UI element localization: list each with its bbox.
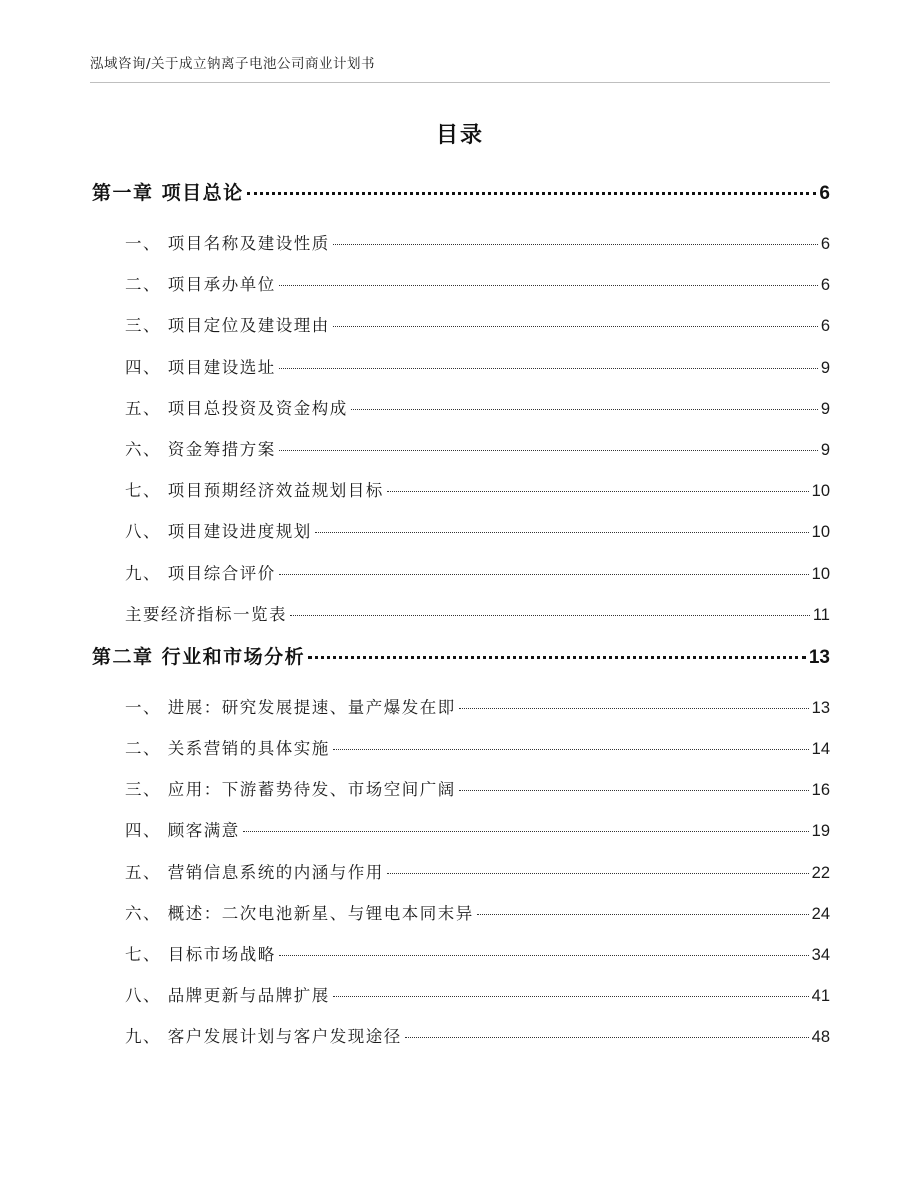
toc-page-number: 13: [808, 646, 830, 668]
toc-section[interactable]: [92, 900, 830, 941]
toc-page-number: 6: [820, 276, 830, 295]
toc-page-number: 19: [811, 822, 830, 841]
toc-section-label: 六、 概述：二次电池新星、与锂电本同末异: [125, 903, 474, 923]
toc-section[interactable]: [92, 354, 830, 395]
toc-section-label: 二、 关系营销的具体实施: [125, 739, 330, 759]
toc-section-label: 五、 项目总投资及资金构成: [125, 398, 348, 418]
dot-leader: [290, 615, 810, 616]
toc-section[interactable]: [92, 1023, 830, 1064]
toc-chapter-2[interactable]: [92, 642, 830, 683]
dot-leader: [315, 532, 809, 533]
toc-section[interactable]: [92, 436, 830, 477]
dot-leader: [333, 996, 809, 997]
toc-section[interactable]: [92, 982, 830, 1023]
toc-section[interactable]: [92, 560, 830, 601]
dot-leader: [459, 708, 809, 709]
toc-chapter-1[interactable]: [92, 178, 830, 219]
toc-section-label: 四、 项目建设选址: [125, 357, 276, 377]
toc-page-number: 16: [811, 781, 830, 800]
toc-section[interactable]: [92, 859, 830, 900]
toc-section[interactable]: [92, 601, 830, 642]
toc-page-number: 22: [811, 863, 830, 882]
dot-leader: [279, 285, 818, 286]
toc-page-number: 9: [820, 399, 830, 418]
toc-page-number: 6: [819, 183, 830, 204]
dot-leader: [279, 450, 818, 451]
toc-section[interactable]: [92, 735, 830, 776]
toc-section-label: 九、 项目综合评价: [125, 563, 276, 583]
toc-section-label: 五、 营销信息系统的内涵与作用: [125, 862, 384, 882]
dot-leader: [459, 790, 809, 791]
toc-section-label: 二、 项目承办单位: [125, 275, 276, 295]
toc-page-number: 10: [811, 564, 830, 583]
header-divider: [90, 82, 830, 83]
toc-page-number: 6: [820, 235, 830, 253]
toc-section[interactable]: [92, 477, 830, 518]
table-of-contents: [92, 178, 830, 1065]
toc-section-label: 一、 进展：研究发展提速、量产爆发在即: [125, 697, 456, 717]
toc-section[interactable]: [92, 694, 830, 735]
toc-page-number: 24: [811, 904, 830, 923]
dot-leader: [387, 491, 809, 492]
toc-section-label: 八、 品牌更新与品牌扩展: [125, 986, 330, 1006]
dot-leader: [279, 955, 809, 956]
toc-section-label: 三、 项目定位及建设理由: [125, 316, 330, 336]
toc-page-number: 34: [811, 946, 830, 964]
dot-leader: [247, 192, 817, 195]
toc-section[interactable]: [92, 817, 830, 858]
toc-page-number: 41: [811, 987, 830, 1006]
dot-leader: [477, 914, 809, 915]
toc-section-label: 七、 目标市场战略: [125, 945, 276, 964]
dot-leader: [351, 409, 818, 410]
toc-section[interactable]: [92, 776, 830, 817]
dot-leader: [333, 244, 818, 245]
dot-leader: [333, 326, 818, 327]
dot-leader: [243, 831, 809, 832]
toc-section-label: 三、 应用：下游蓄势待发、市场空间广阔: [125, 780, 456, 800]
toc-section[interactable]: [92, 518, 830, 559]
dot-leader: [308, 656, 806, 659]
toc-section-label: 主要经济指标一览表: [125, 604, 287, 624]
toc-page-number: 11: [812, 605, 830, 624]
toc-section-label: 四、 顾客满意: [125, 821, 240, 841]
toc-section-label: 七、 项目预期经济效益规划目标: [125, 481, 384, 501]
toc-section[interactable]: [92, 941, 830, 982]
toc-page-number: 6: [820, 317, 830, 336]
toc-page-number: 9: [820, 358, 830, 377]
toc-section-label: 八、 项目建设进度规划: [125, 522, 312, 542]
toc-section[interactable]: [92, 230, 830, 271]
toc-page-number: 10: [811, 523, 830, 542]
toc-page-number: 13: [811, 698, 830, 717]
toc-section-label: 一、 项目名称及建设性质: [125, 234, 330, 253]
toc-section[interactable]: [92, 271, 830, 312]
toc-section[interactable]: [92, 395, 830, 436]
toc-section[interactable]: [92, 312, 830, 353]
dot-leader: [279, 574, 809, 575]
toc-section-label: 六、 资金筹措方案: [125, 439, 276, 459]
toc-page-number: 48: [811, 1028, 830, 1047]
toc-chapter-label: 第一章 项目总论: [92, 182, 244, 204]
dot-leader: [387, 873, 809, 874]
toc-page-number: 10: [811, 482, 830, 501]
toc-chapter-label: 第二章 行业和市场分析: [92, 645, 306, 668]
toc-title: 目录: [435, 123, 484, 148]
dot-leader: [333, 749, 809, 750]
toc-page-number: 9: [820, 440, 830, 459]
dot-leader: [279, 368, 818, 369]
dot-leader: [405, 1037, 809, 1038]
running-header: 泓域咨询/关于成立钠离子电池公司商业计划书: [90, 56, 376, 72]
toc-page-number: 14: [811, 740, 830, 759]
toc-section-label: 九、 客户发展计划与客户发现途径: [125, 1027, 402, 1047]
